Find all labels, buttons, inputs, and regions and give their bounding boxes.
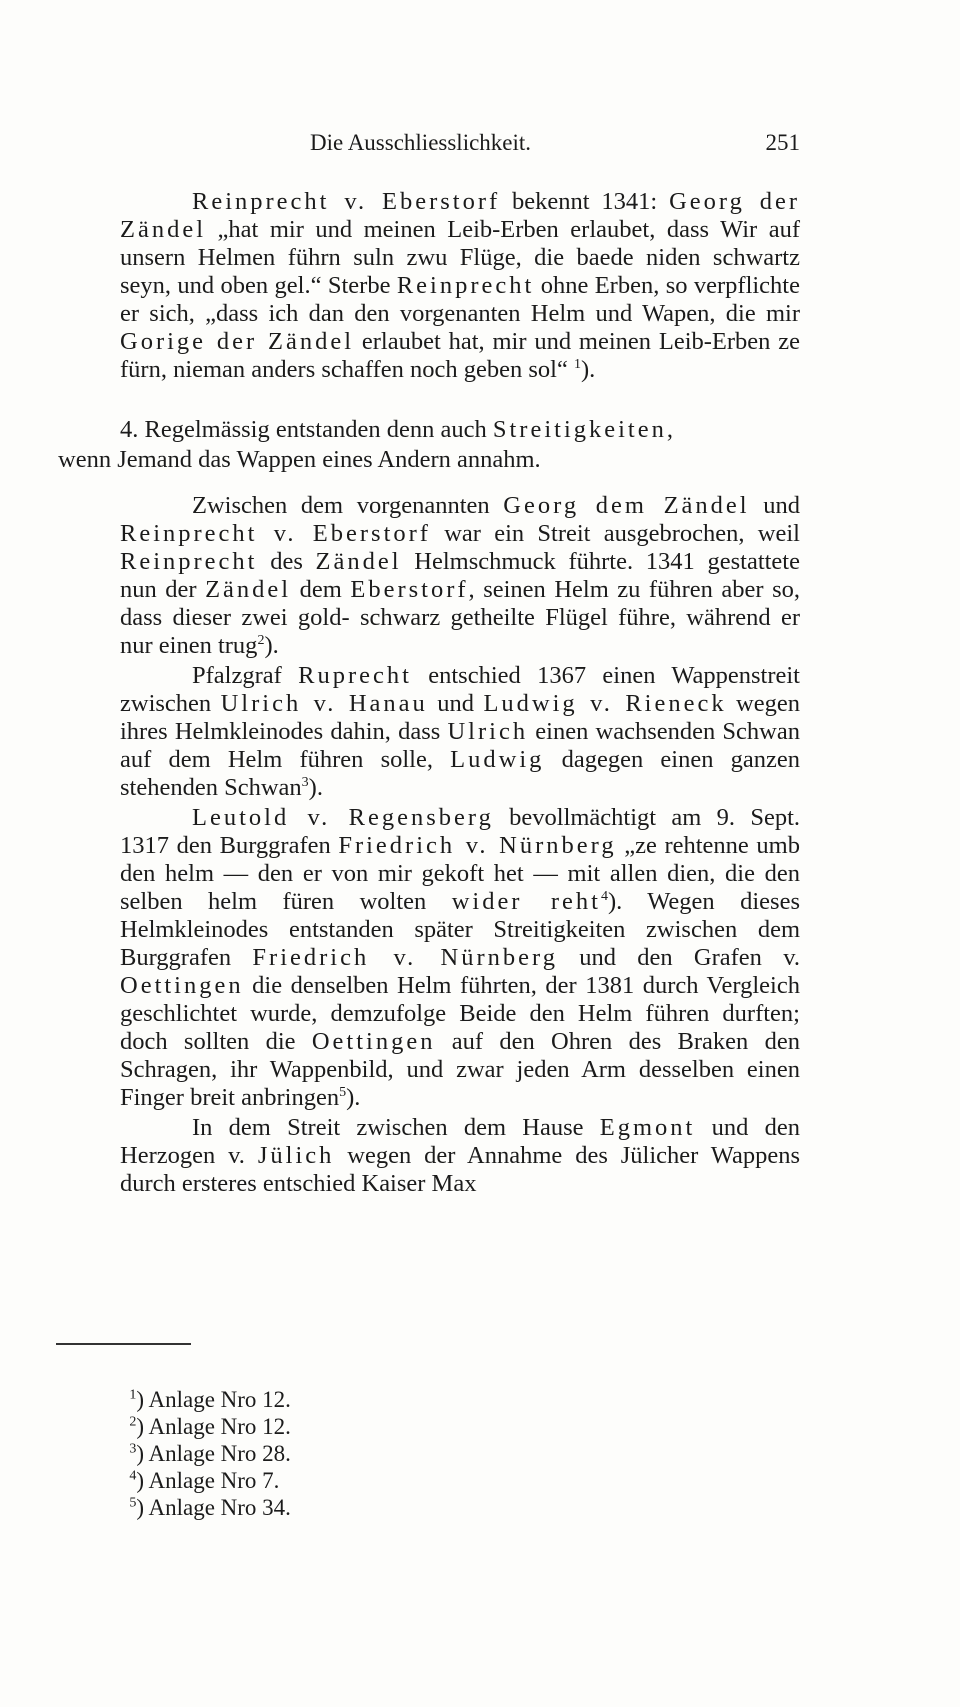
text-run: bekennt 1341:	[500, 188, 670, 215]
spaced-name: Jülich	[257, 1142, 335, 1169]
text-run: dagegen einen ganzen stehenden Schwan	[120, 746, 800, 801]
footnote-number: 1	[129, 1387, 137, 1403]
text-run: und den Grafen v.	[557, 944, 800, 971]
text-run: einen wachsenden Schwan auf dem Helm führen solle,	[120, 718, 801, 773]
text-run: war ein Streit ausgebrochen, weil	[430, 520, 800, 547]
text-run: Regelmässig entstanden denn auch	[144, 416, 493, 443]
spaced-name: Georg der Zändel	[120, 188, 800, 243]
text-run: ohne Erben, so verpflichte er sich, „dass ich dan den vorgenanten Helm und Wapen, die mir	[120, 272, 800, 327]
text-run: und	[749, 492, 800, 519]
spaced-name: Friedrich v. Nürnberg	[252, 944, 558, 971]
spaced-name: Zändel	[315, 548, 402, 575]
text-run: erlaubet hat, mir und meinen Leib-Erben ze fürn, nieman anders schaffen noch geben sol“	[120, 328, 800, 383]
paragraph-pfalzgraf-ruprecht	[120, 662, 800, 802]
text-run: Helmschmuck führte. 1341 gestattete nun der	[120, 548, 800, 603]
spaced-name: Ludwig v. Rieneck	[483, 690, 727, 717]
text-run: ).	[581, 356, 596, 383]
footnote-number: 3	[129, 1441, 137, 1457]
text-run: wegen ihres Helmkleinodes dahin, dass	[120, 690, 800, 745]
spaced-name: Eberstorf	[350, 576, 469, 603]
text-run: „hat mir und meinen Leib-Erben erlaubet, dass Wir auf unsern Helmen führn suln zwu Flüge, die baede niden schwartz seyn, und oben gel.“ Sterbe	[120, 216, 800, 299]
section-4-continuation	[58, 446, 800, 474]
spaced-name: Egmont	[599, 1114, 696, 1141]
footnotes	[120, 1386, 520, 1521]
spaced-name: Leutold v. Regensberg	[192, 804, 494, 831]
footnote-3: $^3$) Anlage Nro 28.	[129, 1441, 291, 1466]
text-run: wenn Jemand das Wappen eines Andern annahm.	[58, 446, 541, 473]
spaced-name: Ulrich	[447, 718, 529, 745]
spaced-term: Streitigkeiten,	[492, 416, 676, 443]
main-text	[58, 188, 801, 1198]
spaced-name: Reinprecht	[120, 548, 258, 575]
text-run: ).	[346, 1084, 361, 1111]
text-run: ). Wegen dieses Helmkleinodes entstanden später Streitigkeiten zwischen dem Burggrafen	[120, 888, 800, 971]
footnote-text: Anlage Nro 12.	[148, 1387, 291, 1412]
spaced-name: Ulrich v. Hanau	[220, 690, 428, 717]
footnote-text: Anlage Nro 12.	[148, 1414, 291, 1439]
footnote-ref-2[interactable]: 2	[257, 632, 265, 648]
spaced-name: Oettingen	[120, 972, 244, 999]
footnote-ref-5[interactable]: 5	[339, 1084, 347, 1100]
footnote-text: Anlage Nro 34.	[148, 1495, 291, 1520]
section-4-heading	[120, 416, 800, 444]
footnote-ref-3[interactable]: 3	[301, 774, 309, 790]
footnote-1: $^1$) Anlage Nro 12.	[129, 1387, 291, 1412]
text-run: , seinen Helm zu führen aber so, dass dieser zwei gold- schwarz getheilte Flügel führe, während er nur einen trug	[120, 576, 800, 659]
section-number: 4.	[120, 416, 139, 443]
spaced-name: Friedrich v. Nürnberg	[338, 832, 617, 859]
spaced-name: Reinprecht v. Eberstorf	[192, 188, 501, 215]
footnote-4: $^4$) Anlage Nro 7.	[129, 1468, 280, 1493]
spaced-name: Reinprecht	[396, 272, 535, 299]
text-run: und	[427, 690, 484, 717]
spaced-name: Oettingen	[311, 1028, 436, 1055]
spaced-name: Reinprecht v. Eberstorf	[120, 520, 431, 547]
paragraph-eberstorf-1341	[120, 188, 800, 384]
text-run: entschied 1367 einen Wappenstreit zwischen	[120, 662, 800, 717]
footnote-5: $^5$) Anlage Nro 34.	[129, 1495, 291, 1520]
spaced-name: Gorige der Zändel	[120, 328, 355, 355]
text-run: die denselben Helm führten, der 1381 durch Vergleich geschlichtet wurde, demzufolge Beide den Helm führen durften; doch sollten die	[120, 972, 800, 1055]
footnote-number: 2	[129, 1414, 137, 1430]
page-number: 251	[765, 130, 800, 155]
text-run: ).	[264, 632, 279, 659]
text-run: „ze rehtenne umb den helm — den er von mir gekoft het — mit allen dien, die den selben helm füren wolten	[120, 832, 800, 915]
running-title: Die Ausschliesslichkeit.	[310, 130, 532, 155]
footnote-text: Anlage Nro 28.	[148, 1441, 291, 1466]
spaced-name: Zändel	[205, 576, 292, 603]
running-header	[120, 130, 800, 160]
text-run: und den Herzogen v.	[120, 1114, 801, 1169]
spaced-name: Ludwig	[450, 746, 545, 773]
footnote-ref-4[interactable]: 4	[601, 888, 608, 904]
text-run: In dem Streit zwischen dem Hause	[192, 1114, 600, 1141]
text-run: bevollmächtigt am 9. Sept. 1317 den Burggrafen	[120, 804, 801, 859]
footnote-ref-1[interactable]: 1	[574, 356, 581, 372]
text-run: auf den Ohren des Braken den Schragen, ihr Wappenbild, und zwar jeden Arm desselben einen Finger breit anbringen	[120, 1028, 800, 1111]
text-run: ).	[308, 774, 323, 801]
footnote-number: 5	[129, 1495, 137, 1511]
spaced-name: Ruprecht	[298, 662, 412, 689]
text-run: Zwischen dem vorgenannten	[192, 492, 504, 519]
spaced-name: Georg dem Zändel	[503, 492, 750, 519]
footnote-text: Anlage Nro 7.	[148, 1468, 280, 1493]
text-run: dem	[291, 576, 351, 603]
paragraph-leutold-regensberg	[120, 804, 800, 1112]
spaced-term: wider reht	[451, 888, 601, 915]
text-run: des	[257, 548, 316, 575]
footnote-2: $^2$) Anlage Nro 12.	[129, 1414, 291, 1439]
footnote-number: 4	[129, 1468, 137, 1484]
text-run: Pfalzgraf	[192, 662, 299, 689]
paragraph-zaendel-streit	[120, 492, 800, 660]
footnote-separator	[56, 1343, 191, 1345]
paragraph-egmont-juelich	[120, 1114, 800, 1198]
text-run: wegen der Annahme des Jülicher Wappens durch ersteres entschied Kaiser Max	[120, 1142, 800, 1197]
